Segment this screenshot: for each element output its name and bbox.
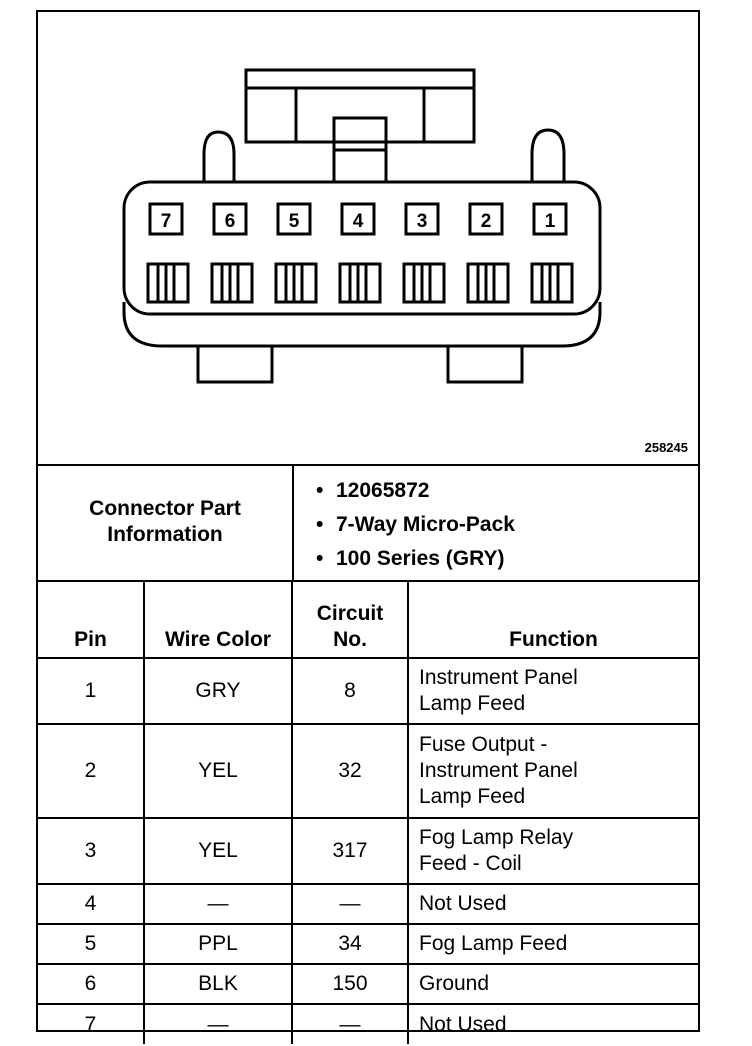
terminal-outline — [468, 264, 508, 302]
pin-cell: 7 — [38, 1004, 144, 1044]
pin-label-box — [150, 204, 182, 234]
terminal-cavity — [532, 264, 572, 302]
pin-label-box — [406, 204, 438, 234]
pin-cell: 4 — [38, 884, 144, 924]
connector-info-label: Connector Part Information — [38, 464, 294, 580]
table-row — [38, 658, 698, 724]
circuit-cell: 34 — [292, 924, 408, 964]
pin-number-label: 2 — [480, 211, 492, 232]
function-text: Instrument Panel Lamp Feed — [419, 666, 578, 715]
pin-number-label: 6 — [224, 211, 236, 232]
latch-inner — [296, 88, 424, 142]
wire-color-cell: — — [144, 884, 292, 924]
circuit-cell: — — [292, 884, 408, 924]
wire-color-cell: GRY — [144, 658, 292, 724]
terminal-cavity — [276, 264, 316, 302]
pin-cell: 5 — [38, 924, 144, 964]
connector-body — [124, 182, 600, 314]
pin-label-box — [278, 204, 310, 234]
figure-id: 258245 — [644, 440, 688, 455]
function-text: Fog Lamp Feed — [419, 932, 568, 955]
pin-number-label: 1 — [544, 211, 556, 232]
table-row — [38, 924, 698, 964]
body-bottom-lip — [124, 302, 600, 346]
header-circuit-no-text: Circuit No. — [316, 602, 384, 651]
terminal-outline — [404, 264, 444, 302]
pin-number-label: 3 — [416, 211, 428, 232]
table-row — [38, 884, 698, 924]
pin-label-box — [534, 204, 566, 234]
connector-series: • 100 Series (GRY) — [294, 542, 515, 576]
connector-info-list — [294, 474, 515, 576]
pin-cell: 2 — [38, 724, 144, 818]
terminal-outline — [276, 264, 316, 302]
function-cell — [408, 658, 698, 724]
function-cell — [408, 924, 698, 964]
top-latch — [246, 70, 474, 142]
wire-color-cell: PPL — [144, 924, 292, 964]
table-row — [38, 964, 698, 1004]
function-text: Not Used — [419, 1012, 507, 1036]
terminal-outline — [148, 264, 188, 302]
terminal-cavity — [340, 264, 380, 302]
wire-color-cell: YEL — [144, 818, 292, 884]
function-cell — [408, 884, 698, 924]
connector-type: • 7-Way Micro-Pack — [294, 508, 515, 542]
pin-cell: 3 — [38, 818, 144, 884]
function-text: Not Used — [419, 892, 507, 915]
terminal-cavity — [404, 264, 444, 302]
right-foot — [448, 346, 522, 382]
circuit-cell: 150 — [292, 964, 408, 1004]
header-wire-color: Wire Color — [144, 580, 292, 658]
circuit-cell: 8 — [292, 658, 408, 724]
wire-color-cell: — — [144, 1004, 292, 1044]
table-row — [38, 1004, 698, 1044]
table-row — [38, 818, 698, 884]
circuit-cell: 32 — [292, 724, 408, 818]
header-circuit-no — [292, 580, 408, 658]
terminal-cavity — [148, 264, 188, 302]
function-cell — [408, 818, 698, 884]
part-number: • 12065872 — [294, 474, 515, 508]
connector-document — [36, 10, 700, 1036]
terminal-cavity — [212, 264, 252, 302]
pin-label-box — [470, 204, 502, 234]
terminal-outline — [212, 264, 252, 302]
pin-label-box — [342, 204, 374, 234]
terminal-cavity — [468, 264, 508, 302]
table-row — [38, 724, 698, 818]
header-pin: Pin — [38, 580, 144, 658]
wire-color-cell: YEL — [144, 724, 292, 818]
circuit-cell: 317 — [292, 818, 408, 884]
pin-label-box — [214, 204, 246, 234]
pinout-table — [38, 580, 698, 1044]
left-peg — [204, 132, 234, 182]
connector-part-info — [38, 464, 698, 582]
function-text: Ground — [419, 972, 490, 995]
pin-cell: 1 — [38, 658, 144, 724]
function-text: Fuse Output - Instrument Panel Lamp Feed — [419, 733, 578, 808]
header-function: Function — [408, 580, 698, 658]
pin-number-label: 7 — [160, 211, 172, 232]
wire-color-cell: BLK — [144, 964, 292, 1004]
terminal-outline — [532, 264, 572, 302]
left-foot — [198, 346, 272, 382]
function-cell — [408, 724, 698, 818]
function-cell — [408, 1004, 698, 1044]
connector-diagram — [38, 12, 698, 466]
pin-cell: 6 — [38, 964, 144, 1004]
circuit-cell: — — [292, 1004, 408, 1044]
function-cell — [408, 964, 698, 1004]
right-peg — [532, 130, 564, 182]
terminal-outline — [340, 264, 380, 302]
pin-number-label: 5 — [288, 211, 300, 232]
function-text: Fog Lamp Relay Feed - Coil — [419, 826, 574, 875]
pin-number-label: 4 — [352, 211, 364, 232]
connector-drawing — [38, 12, 698, 464]
